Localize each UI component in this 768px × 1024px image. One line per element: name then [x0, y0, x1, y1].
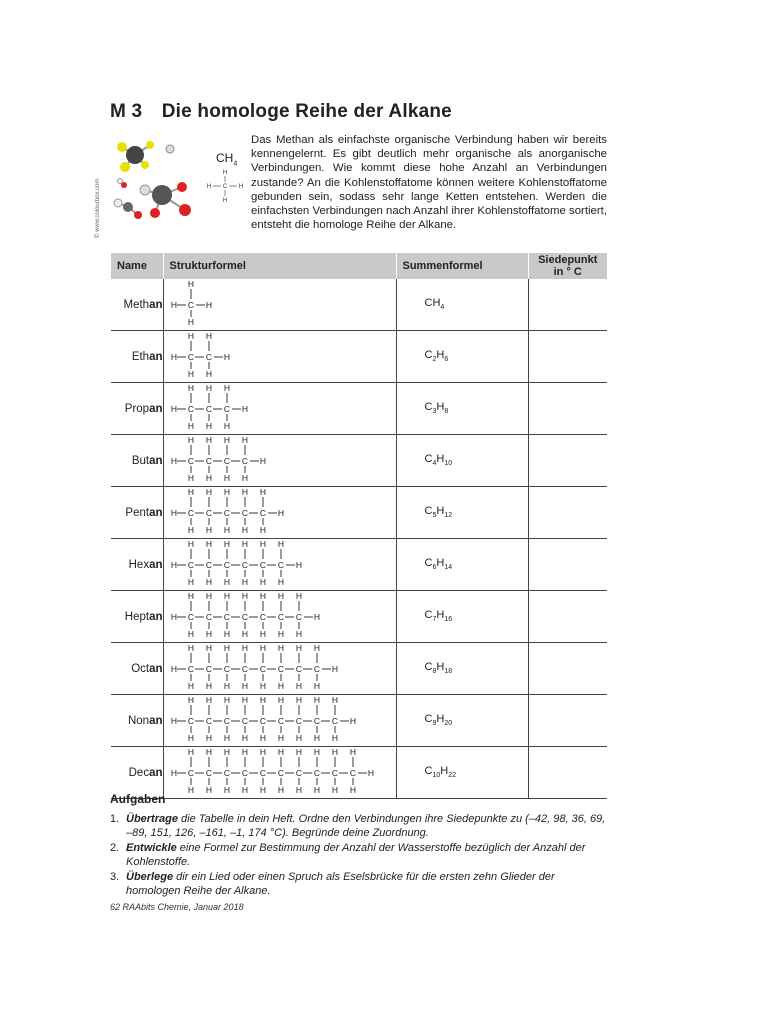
atom-h: H [187, 383, 194, 393]
molecular-formula: $C_4H_{10}$ [396, 435, 528, 487]
boiling-point-cell[interactable] [528, 279, 607, 331]
atom-h: H [295, 591, 302, 601]
atom-h: H [223, 695, 230, 705]
atom-h: H [331, 664, 338, 674]
atom-h: H [241, 539, 248, 549]
atom-c: C [205, 768, 212, 778]
atom-h: H [223, 643, 230, 653]
atom-h: H [170, 768, 177, 778]
atom-h: H [259, 525, 266, 535]
atom-h: H [241, 591, 248, 601]
structural-formula [163, 539, 396, 591]
atom-h: H [295, 560, 302, 570]
atom-h: H [223, 383, 230, 393]
svg-text:C: C [222, 184, 228, 190]
atom-h: H [223, 785, 230, 795]
tasks-list [110, 812, 607, 899]
header-boiling-point: Siedepunkt in ° C [528, 253, 607, 279]
atom-h: H [349, 747, 356, 757]
atom-h: H [223, 473, 230, 483]
atom-h: H [223, 733, 230, 743]
atom-c: C [187, 300, 194, 310]
atom-h: H [241, 629, 248, 639]
atom-h: H [277, 591, 284, 601]
structure-diagram [170, 695, 356, 743]
atom-h: H [187, 747, 194, 757]
alkane-name: Ethan [111, 331, 164, 383]
atom-h: H [241, 487, 248, 497]
atom-h: H [223, 421, 230, 431]
atom-h: H [349, 785, 356, 795]
boiling-point-cell[interactable] [528, 383, 607, 435]
atom-h: H [241, 733, 248, 743]
svg-text:H: H [222, 170, 228, 176]
atom-h: H [259, 456, 266, 466]
table-row [111, 435, 608, 487]
table-row [111, 331, 608, 383]
atom-h: H [187, 577, 194, 587]
atom-h: H [170, 404, 177, 414]
alkane-name: Nonan [111, 695, 164, 747]
boiling-point-cell[interactable] [528, 591, 607, 643]
atom-h: H [205, 629, 212, 639]
atom-h: H [170, 352, 177, 362]
molecular-formula: $CH_4$ [396, 279, 528, 331]
atom-h: H [295, 747, 302, 757]
atom-c: C [205, 612, 212, 622]
boiling-point-cell[interactable] [528, 747, 607, 799]
atom-c: C [349, 768, 356, 778]
atom-h: H [187, 733, 194, 743]
atom-h: H [187, 487, 194, 497]
atom-h: H [331, 695, 338, 705]
atom-h: H [205, 643, 212, 653]
molecular-formula: $C_8H_{18}$ [396, 643, 528, 695]
atom-h: H [187, 331, 194, 341]
atom-h: H [223, 629, 230, 639]
atom-h: H [241, 473, 248, 483]
atom-h: H [170, 612, 177, 622]
atom-h: H [223, 487, 230, 497]
page-footer: 62 RAAbits Chemie, Januar 2018 [110, 902, 244, 912]
atom-h: H [259, 695, 266, 705]
methane-model-image [110, 135, 210, 235]
atom-h: H [223, 435, 230, 445]
task-item: 1. Übertrage die Tabelle in dein Heft. Ordne den Verbindungen ihre Siedepunkte zu (–42, 98, 36, 69, –89, 151, 126, –161, –1, 174 °C). Begründe deine Zuordnung. [110, 813, 606, 839]
atom-h: H [170, 456, 177, 466]
structural-formula [163, 279, 396, 331]
structural-formula [163, 591, 396, 643]
atom-h: H [205, 435, 212, 445]
atom-c: C [187, 352, 194, 362]
svg-text:H: H [238, 184, 244, 190]
atom-h: H [295, 785, 302, 795]
atom-h: H [187, 279, 194, 289]
atom-c: C [277, 612, 284, 622]
atom-c: C [259, 612, 266, 622]
structure-diagram [170, 279, 212, 327]
atom-h: H [205, 695, 212, 705]
atom-h: H [223, 681, 230, 691]
atom-h: H [277, 695, 284, 705]
table-row [111, 279, 608, 331]
atom-c: C [277, 768, 284, 778]
atom-h: H [331, 747, 338, 757]
atom-h: H [205, 421, 212, 431]
atom-h: H [313, 681, 320, 691]
atom-c: C [295, 612, 302, 622]
atom-h: H [241, 525, 248, 535]
table-row [111, 747, 608, 799]
atom-h: H [187, 317, 194, 327]
atom-h: H [187, 435, 194, 445]
boiling-point-cell[interactable] [528, 539, 607, 591]
atom-c: C [187, 404, 194, 414]
atom-h: H [295, 643, 302, 653]
methane-small-structure [205, 168, 245, 204]
atom-h: H [313, 695, 320, 705]
structure-diagram [170, 539, 302, 587]
atom-h: H [277, 577, 284, 587]
structure-diagram [170, 383, 248, 431]
atom-c: C [223, 456, 230, 466]
svg-text:H: H [222, 198, 228, 204]
atom-h: H [241, 643, 248, 653]
task-item: 2. Entwickle eine Formel zur Bestimmung der Anzahl der Wasserstoffe bezüglich der Anzahl der Kohlenstoffe. [110, 842, 586, 868]
atom-h: H [205, 383, 212, 393]
boiling-point-cell[interactable] [528, 643, 607, 695]
atom-c: C [223, 612, 230, 622]
molecular-formula: $C_6H_{14}$ [396, 539, 528, 591]
atom-h: H [187, 681, 194, 691]
atom-c: C [205, 716, 212, 726]
atom-h: H [187, 539, 194, 549]
atom-h: H [277, 733, 284, 743]
atom-c: C [241, 768, 248, 778]
structural-formula [163, 747, 396, 799]
structure-diagram [170, 643, 338, 691]
atom-c: C [187, 768, 194, 778]
atom-c: C [259, 560, 266, 570]
atom-h: H [187, 695, 194, 705]
atom-c: C [259, 768, 266, 778]
boiling-point-cell[interactable] [528, 487, 607, 539]
atom-h: H [187, 369, 194, 379]
alkane-name: Decan [111, 747, 164, 799]
atom-h: H [170, 508, 177, 518]
atom-h: H [205, 747, 212, 757]
tasks-heading: Aufgaben [110, 792, 166, 806]
atom-h: H [223, 352, 230, 362]
atom-c: C [313, 716, 320, 726]
structural-formula [163, 643, 396, 695]
atom-h: H [187, 473, 194, 483]
atom-h: H [277, 539, 284, 549]
atom-h: H [205, 733, 212, 743]
atom-c: C [205, 664, 212, 674]
atom-c: C [241, 664, 248, 674]
atom-h: H [367, 768, 374, 778]
atom-h: H [313, 747, 320, 757]
atom-h: H [223, 747, 230, 757]
atom-h: H [170, 560, 177, 570]
atom-h: H [277, 629, 284, 639]
atom-c: C [295, 768, 302, 778]
atom-c: C [241, 508, 248, 518]
molecular-formula: $C_{10}H_{22}$ [396, 747, 528, 799]
atom-c: C [331, 768, 338, 778]
atom-c: C [187, 508, 194, 518]
alkane-name: Octan [111, 643, 164, 695]
atom-c: C [223, 768, 230, 778]
molecular-formula: $C_2H_6$ [396, 331, 528, 383]
structure-diagram [170, 747, 374, 795]
atom-h: H [241, 681, 248, 691]
header-name: Name [111, 253, 164, 279]
atom-c: C [241, 716, 248, 726]
atom-c: C [295, 716, 302, 726]
atom-c: C [313, 664, 320, 674]
atom-h: H [331, 733, 338, 743]
atom-h: H [277, 681, 284, 691]
atom-c: C [205, 508, 212, 518]
table-row [111, 591, 608, 643]
atom-h: H [205, 369, 212, 379]
atom-h: H [277, 508, 284, 518]
material-number: M 3 [110, 101, 143, 122]
atom-h: H [205, 487, 212, 497]
atom-h: H [295, 733, 302, 743]
atom-c: C [223, 404, 230, 414]
atom-h: H [205, 591, 212, 601]
atom-h: H [241, 435, 248, 445]
atom-h: H [295, 681, 302, 691]
boiling-point-cell[interactable] [528, 435, 607, 487]
atom-c: C [241, 612, 248, 622]
atom-h: H [277, 643, 284, 653]
atom-h: H [259, 733, 266, 743]
atom-h: H [277, 747, 284, 757]
atom-h: H [313, 733, 320, 743]
table-row [111, 643, 608, 695]
molecular-formula: $C_9H_{20}$ [396, 695, 528, 747]
molecular-formula: $C_5H_{12}$ [396, 487, 528, 539]
atom-c: C [187, 612, 194, 622]
atom-c: C [241, 560, 248, 570]
atom-h: H [205, 473, 212, 483]
atom-c: C [223, 716, 230, 726]
atom-h: H [223, 577, 230, 587]
atom-c: C [331, 716, 338, 726]
atom-h: H [259, 681, 266, 691]
atom-h: H [170, 300, 177, 310]
atom-c: C [259, 508, 266, 518]
atom-h: H [241, 404, 248, 414]
alkane-table [110, 253, 607, 799]
atom-h: H [205, 300, 212, 310]
atom-h: H [205, 331, 212, 341]
structural-formula [163, 331, 396, 383]
alkane-name: Hexan [111, 539, 164, 591]
atom-h: H [259, 629, 266, 639]
atom-c: C [205, 352, 212, 362]
atom-c: C [187, 560, 194, 570]
atom-c: C [295, 664, 302, 674]
boiling-point-cell[interactable] [528, 331, 607, 383]
table-row [111, 539, 608, 591]
atom-h: H [259, 747, 266, 757]
atom-h: H [313, 643, 320, 653]
header-structure: Strukturformel [163, 253, 396, 279]
atom-h: H [205, 577, 212, 587]
copyright-note: © www.colourbox.com [95, 178, 101, 238]
methane-formula-label: $CH_4$ [216, 151, 238, 168]
atom-h: H [170, 664, 177, 674]
atom-h: H [205, 525, 212, 535]
table-row [111, 487, 608, 539]
atom-c: C [259, 716, 266, 726]
atom-h: H [259, 577, 266, 587]
boiling-point-cell[interactable] [528, 695, 607, 747]
alkane-name: Butan [111, 435, 164, 487]
atom-h: H [259, 785, 266, 795]
task-item: 3. Überlege dir ein Lied oder einen Spruch als Eselsbrücke für die ersten zehn Glieder der homologen Reihe der Alkane. [110, 871, 555, 897]
molecular-formula: $C_7H_{16}$ [396, 591, 528, 643]
atom-h: H [331, 785, 338, 795]
atom-c: C [277, 560, 284, 570]
atom-h: H [259, 487, 266, 497]
structure-diagram [170, 591, 320, 639]
atom-h: H [241, 695, 248, 705]
atom-c: C [223, 560, 230, 570]
table-header-row [111, 253, 608, 279]
atom-h: H [187, 785, 194, 795]
svg-text:H: H [206, 184, 212, 190]
atom-c: C [205, 404, 212, 414]
atom-c: C [241, 456, 248, 466]
molecular-formula: $C_3H_8$ [396, 383, 528, 435]
structural-formula [163, 695, 396, 747]
atom-h: H [313, 612, 320, 622]
atom-h: H [241, 747, 248, 757]
structure-diagram [170, 435, 266, 483]
atom-h: H [223, 591, 230, 601]
title-text: Die homologe Reihe der Alkane [161, 101, 452, 122]
structural-formula [163, 435, 396, 487]
table-row [111, 695, 608, 747]
alkane-name: Pentan [111, 487, 164, 539]
atom-h: H [295, 629, 302, 639]
table-row [111, 383, 608, 435]
atom-h: H [349, 716, 356, 726]
atom-h: H [205, 785, 212, 795]
atom-c: C [187, 456, 194, 466]
atom-c: C [187, 716, 194, 726]
structure-diagram [170, 487, 284, 535]
atom-h: H [313, 785, 320, 795]
atom-c: C [277, 664, 284, 674]
header-molecular-formula: Summenformel [396, 253, 528, 279]
atom-c: C [277, 716, 284, 726]
atom-h: H [187, 421, 194, 431]
atom-h: H [223, 525, 230, 535]
atom-h: H [187, 525, 194, 535]
atom-h: H [187, 629, 194, 639]
atom-h: H [187, 643, 194, 653]
atom-h: H [241, 785, 248, 795]
atom-h: H [223, 539, 230, 549]
atom-c: C [187, 664, 194, 674]
atom-c: C [223, 664, 230, 674]
atom-h: H [170, 716, 177, 726]
structural-formula [163, 487, 396, 539]
structure-diagram [170, 331, 230, 379]
atom-c: C [205, 560, 212, 570]
atom-c: C [259, 664, 266, 674]
page-title [110, 101, 452, 123]
atom-h: H [259, 643, 266, 653]
atom-c: C [223, 508, 230, 518]
atom-c: C [205, 456, 212, 466]
atom-h: H [259, 591, 266, 601]
atom-h: H [205, 681, 212, 691]
alkane-name: Propan [111, 383, 164, 435]
atom-c: C [313, 768, 320, 778]
atom-h: H [241, 577, 248, 587]
alkane-name: Methan [111, 279, 164, 331]
atom-h: H [205, 539, 212, 549]
structural-formula [163, 383, 396, 435]
atom-h: H [259, 539, 266, 549]
atom-h: H [277, 785, 284, 795]
atom-h: H [295, 695, 302, 705]
atom-h: H [187, 591, 194, 601]
intro-paragraph: Das Methan als einfachste organische Verbindung haben wir bereits kennengelernt. Es gibt deutlich mehr organische als anorganische Verbindungen. Wie kommt diese hohe Anzahl an Verbindungen zustande? An die Kohlenstoffatome können weitere Kohlenstoffatome gebunden sein, sodass sehr lange Ketten entstehen. Werden die einfachsten Verbindungen nach Anzahl ihrer Kohlenstoffatome sortiert, entsteht die homologe Reihe der Alkane. [251, 134, 607, 232]
alkane-name: Heptan [111, 591, 164, 643]
